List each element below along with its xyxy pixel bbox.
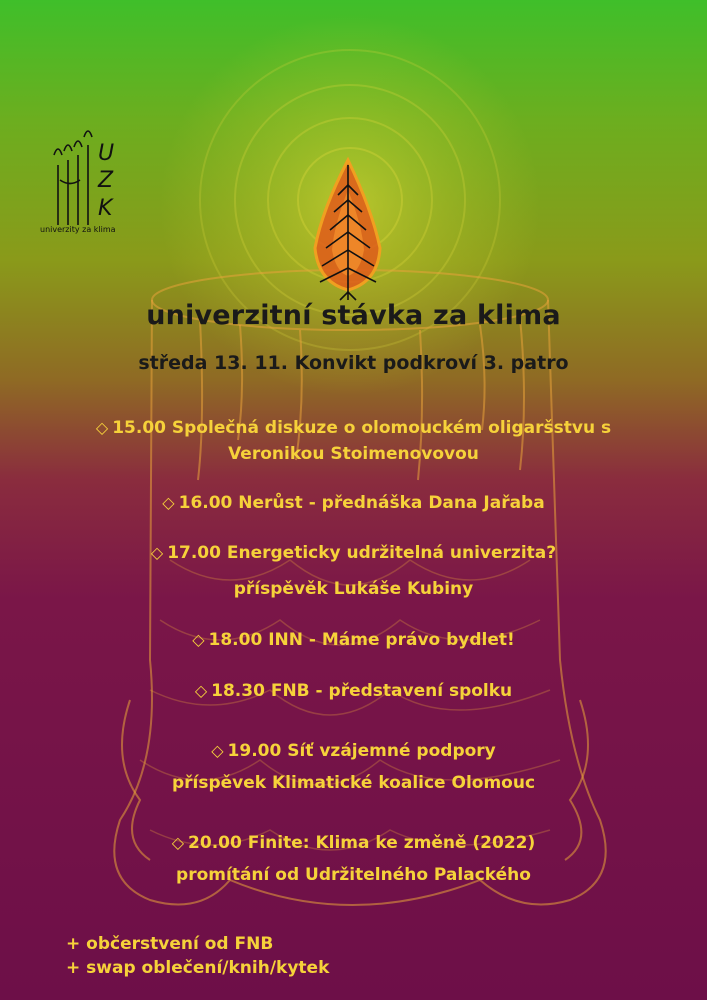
diamond-icon: ◇ [162,493,175,512]
program-item-line: 15.00 Společná diskuze o olomouckém oligaršstvu s [112,418,612,438]
extras-item: + swap oblečení/knih/kytek [66,958,330,978]
uzk-logo [40,125,130,235]
diamond-icon: ◇ [150,543,164,562]
program-item-line: 18.00 INN - Máme právo bydlet! [208,630,515,650]
logo-letter-u: U [98,141,115,166]
program-item [0,415,707,467]
program-item [0,678,707,704]
page-title: univerzitní stávka za klima [146,300,561,331]
program-item [0,490,707,516]
extras-list [66,932,329,980]
logo-caption: univerzity za klima [40,225,116,234]
extras-item: + občerstvení od FNB [66,934,274,954]
logo-letter-k: K [98,196,113,221]
program-item-line: příspěvěk Lukáše Kubiny [233,579,474,599]
program-item-line: 17.00 Energeticky udržitelná univerzita? [167,543,557,563]
program-item-line: promítání od Udržitelného Palackého [176,865,531,885]
program-item-line: 20.00 Finite: Klima ke změně (2022) [188,833,536,853]
candle-texture [140,560,560,850]
diamond-icon: ◇ [194,681,208,700]
program-item-line: příspěvek Klimatické koalice Olomouc [171,773,536,793]
program-item [0,738,707,796]
diamond-icon: ◇ [95,418,109,437]
diamond-icon: ◇ [192,630,205,649]
logo-letter-z: Z [98,168,114,193]
program-item-line: 18.30 FNB - představení spolku [211,681,513,701]
program-item [0,627,707,653]
program-item [0,540,707,602]
event-date-location: středa 13. 11. Konvikt podkroví 3. patro [138,352,569,374]
program-item [0,830,707,888]
program-item-line: Veronikou Stoimenovovou [228,444,479,464]
program-item-line: 19.00 Síť vzájemné podpory [227,741,496,761]
program-item-line: 16.00 Nerůst - přednáška Dana Jařaba [178,493,545,513]
diamond-icon: ◇ [211,741,224,760]
diamond-icon: ◇ [171,833,185,852]
